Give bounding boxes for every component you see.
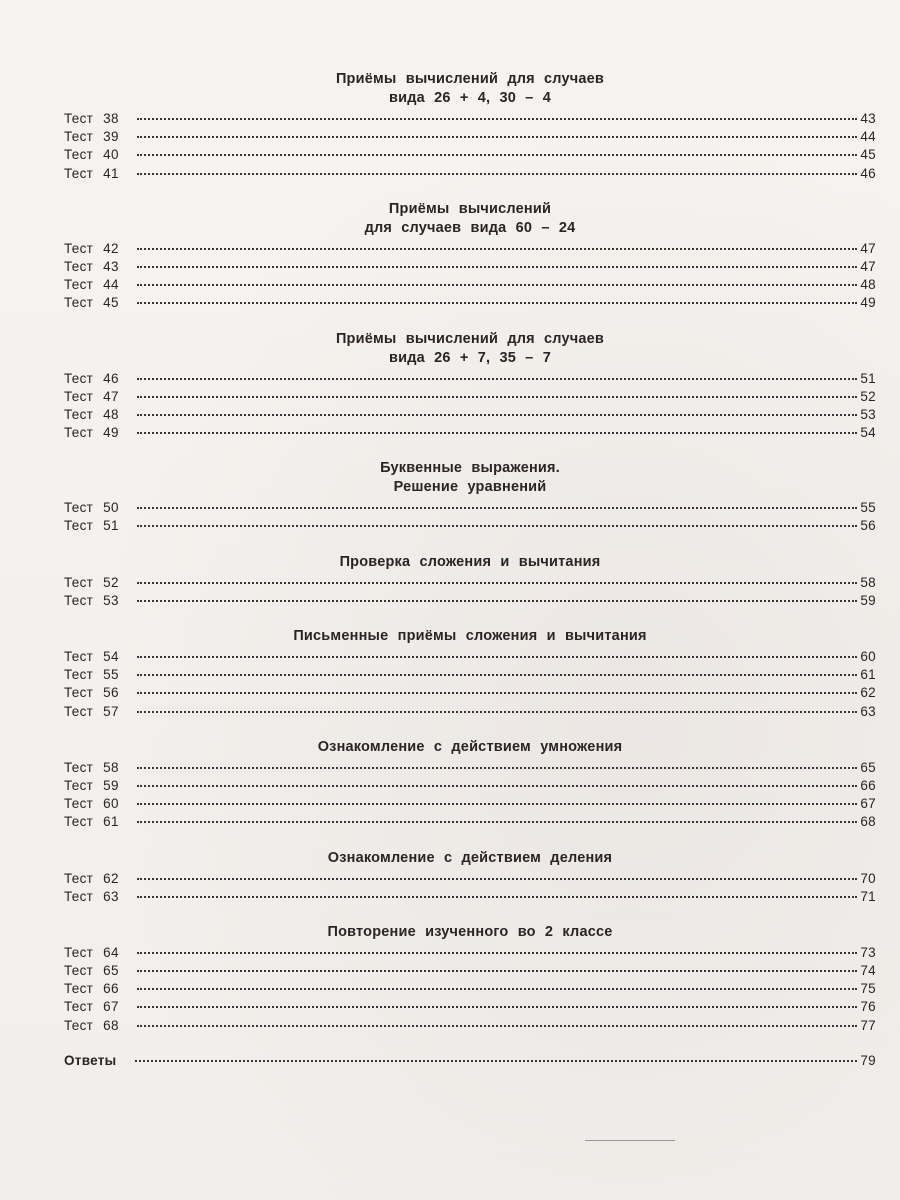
toc-entry[interactable] (64, 980, 876, 998)
toc-entry-answers[interactable] (64, 1052, 876, 1070)
toc-entry[interactable] (64, 424, 876, 442)
toc-entry[interactable] (64, 592, 876, 610)
toc-entry[interactable] (64, 795, 876, 813)
entry-page-number: 77 (860, 1017, 876, 1033)
toc-entry[interactable] (64, 406, 876, 424)
section-title (64, 70, 876, 108)
dot-leader (137, 711, 858, 713)
toc-entry[interactable] (64, 517, 876, 535)
dot-leader (137, 896, 858, 898)
entry-page-number: 58 (860, 574, 876, 590)
dot-leader (137, 674, 858, 676)
section-title (64, 330, 876, 368)
toc-entry[interactable] (64, 258, 876, 276)
entry-page-number: 76 (860, 999, 876, 1015)
toc-entry[interactable] (64, 370, 876, 388)
entry-label: Тест 67 (64, 999, 119, 1015)
entry-label: Тест 63 (64, 888, 119, 904)
entry-label: Тест 39 (64, 129, 119, 145)
toc-entry[interactable] (64, 962, 876, 980)
entry-page-number: 74 (860, 963, 876, 979)
toc-entry[interactable] (64, 128, 876, 146)
dot-leader (137, 785, 858, 787)
entry-page-number: 66 (860, 777, 876, 793)
entry-page-number: 51 (860, 370, 876, 386)
dot-leader (137, 1025, 858, 1027)
toc-section (64, 627, 876, 721)
section-title-line: Ознакомление с действием умножения (317, 738, 623, 755)
section-title-line: Буквенные выражения. (380, 460, 560, 477)
toc-entry[interactable] (64, 648, 876, 666)
entry-label: Тест 65 (64, 963, 119, 979)
footer-rule (585, 1140, 675, 1141)
toc-entry[interactable] (64, 703, 876, 721)
toc-entry[interactable] (64, 1017, 876, 1035)
entry-page-number: 67 (860, 796, 876, 812)
toc-entry[interactable] (64, 888, 876, 906)
toc-entry[interactable] (64, 388, 876, 406)
section-title-line: Ознакомление с действием деления (327, 849, 613, 866)
entry-label: Тест 64 (64, 944, 119, 960)
toc-entry[interactable] (64, 777, 876, 795)
entry-page-number: 47 (860, 240, 876, 256)
entry-label: Тест 58 (64, 759, 119, 775)
dot-leader (137, 821, 858, 823)
entry-label: Тест 52 (64, 574, 119, 590)
toc-section (64, 330, 876, 443)
toc-section (64, 553, 876, 610)
entry-label: Тест 45 (64, 295, 119, 311)
section-title-line: Проверка сложения и вычитания (339, 553, 601, 570)
entry-page-number: 73 (860, 944, 876, 960)
entry-label: Тест 40 (64, 147, 119, 163)
entry-page-number: 53 (860, 406, 876, 422)
dot-leader (137, 118, 858, 120)
entry-page-number: 62 (860, 685, 876, 701)
dot-leader (137, 173, 858, 175)
dot-leader (137, 525, 858, 527)
entry-page-number: 43 (860, 111, 876, 126)
entry-page-number: 71 (860, 888, 876, 904)
toc-entry[interactable] (64, 759, 876, 777)
toc-entry[interactable] (64, 146, 876, 164)
toc-entry[interactable] (64, 666, 876, 684)
entry-page-number: 68 (860, 814, 876, 830)
dot-leader (135, 1060, 858, 1062)
dot-leader (137, 692, 858, 694)
section-title (64, 849, 876, 868)
toc-entry[interactable] (64, 276, 876, 294)
entry-page-number: 75 (860, 981, 876, 997)
entry-label: Тест 61 (64, 814, 119, 830)
table-of-contents (64, 70, 876, 1070)
dot-leader (137, 507, 858, 509)
section-title-line: для случаев вида 60 – 24 (364, 219, 576, 236)
entry-page-number: 45 (860, 147, 876, 163)
dot-leader (137, 767, 858, 769)
dot-leader (137, 582, 858, 584)
toc-section (64, 923, 876, 1035)
dot-leader (137, 878, 858, 880)
dot-leader (137, 952, 858, 954)
dot-leader (137, 970, 858, 972)
section-title (64, 923, 876, 942)
entry-label: Тест 49 (64, 425, 119, 441)
entry-page-number: 47 (860, 258, 876, 274)
section-title-line: Письменные приёмы сложения и вычитания (293, 628, 647, 644)
section-title (64, 200, 876, 238)
toc-entry[interactable] (64, 998, 876, 1016)
section-title-line: Приёмы вычислений для случаев (335, 330, 605, 347)
toc-entry[interactable] (64, 944, 876, 962)
dot-leader (137, 154, 858, 156)
entry-label: Тест 42 (64, 240, 119, 256)
entry-label: Тест 51 (64, 518, 119, 534)
entry-page-number: 48 (860, 277, 876, 293)
entry-label: Тест 59 (64, 777, 119, 793)
entry-label: Тест 41 (64, 165, 119, 181)
entry-label: Тест 48 (64, 406, 119, 422)
toc-section (64, 70, 876, 183)
entry-page-number: 61 (860, 667, 876, 683)
dot-leader (137, 396, 858, 398)
dot-leader (137, 803, 858, 805)
dot-leader (137, 266, 858, 268)
entry-label: Тест 56 (64, 685, 119, 701)
dot-leader (137, 1006, 858, 1008)
toc-section (64, 849, 876, 906)
entry-page-number: 56 (860, 518, 876, 534)
toc-entry[interactable] (64, 870, 876, 888)
section-title (64, 627, 876, 646)
dot-leader (137, 378, 858, 380)
entry-label: Тест 55 (64, 667, 119, 683)
section-title (64, 738, 876, 757)
toc-entry[interactable] (64, 684, 876, 702)
toc-section (64, 459, 876, 535)
toc-entry[interactable] (64, 813, 876, 831)
entry-page-number: 65 (860, 759, 876, 775)
entry-page-number: 70 (860, 870, 876, 886)
entry-label: Тест 68 (64, 1017, 119, 1033)
dot-leader (137, 302, 858, 304)
entry-page-number: 59 (860, 592, 876, 608)
entry-label: Тест 60 (64, 796, 119, 812)
dot-leader (137, 414, 858, 416)
entry-label: Тест 46 (64, 370, 119, 386)
entry-page-number: 55 (860, 500, 876, 516)
entry-page-number: 46 (860, 165, 876, 181)
toc-entry[interactable] (64, 110, 876, 128)
toc-section (64, 200, 876, 313)
entry-label: Тест 57 (64, 703, 119, 719)
entry-page-number: 44 (860, 129, 876, 145)
entry-page-number: 63 (860, 703, 876, 719)
section-title-line: вида 26 + 7, 35 – 7 (388, 349, 551, 366)
entry-label: Тест 62 (64, 870, 119, 886)
toc-entry[interactable] (64, 499, 876, 517)
section-title (64, 459, 876, 497)
entry-label: Тест 53 (64, 592, 119, 608)
entry-label: Тест 38 (64, 111, 119, 126)
toc-section (64, 738, 876, 832)
entry-label: Тест 43 (64, 258, 119, 274)
answers-label: Ответы (64, 1052, 117, 1068)
entry-page-number: 54 (860, 425, 876, 441)
section-title-line: Решение уравнений (393, 479, 547, 496)
entry-label: Тест 66 (64, 981, 119, 997)
dot-leader (137, 248, 858, 250)
section-title-line: Приёмы вычислений для случаев (335, 71, 605, 87)
answers-page-number: 79 (860, 1052, 876, 1068)
toc-entry[interactable] (64, 294, 876, 312)
entry-label: Тест 44 (64, 277, 119, 293)
dot-leader (137, 600, 858, 602)
dot-leader (137, 284, 858, 286)
dot-leader (137, 656, 858, 658)
entry-page-number: 60 (860, 649, 876, 664)
dot-leader (137, 988, 858, 990)
section-title-line: вида 26 + 4, 30 – 4 (388, 90, 551, 106)
section-title-line: Приёмы вычислений (388, 200, 552, 217)
section-title (64, 553, 876, 572)
section-title-line: Повторение изученного во 2 классе (327, 923, 613, 940)
toc-entry[interactable] (64, 574, 876, 592)
entry-label: Тест 50 (64, 500, 119, 516)
entry-label: Тест 47 (64, 388, 119, 404)
dot-leader (137, 432, 858, 434)
entry-page-number: 49 (860, 295, 876, 311)
toc-entry[interactable] (64, 165, 876, 183)
dot-leader (137, 136, 858, 138)
entry-page-number: 52 (860, 388, 876, 404)
toc-entry[interactable] (64, 240, 876, 258)
entry-label: Тест 54 (64, 649, 119, 664)
